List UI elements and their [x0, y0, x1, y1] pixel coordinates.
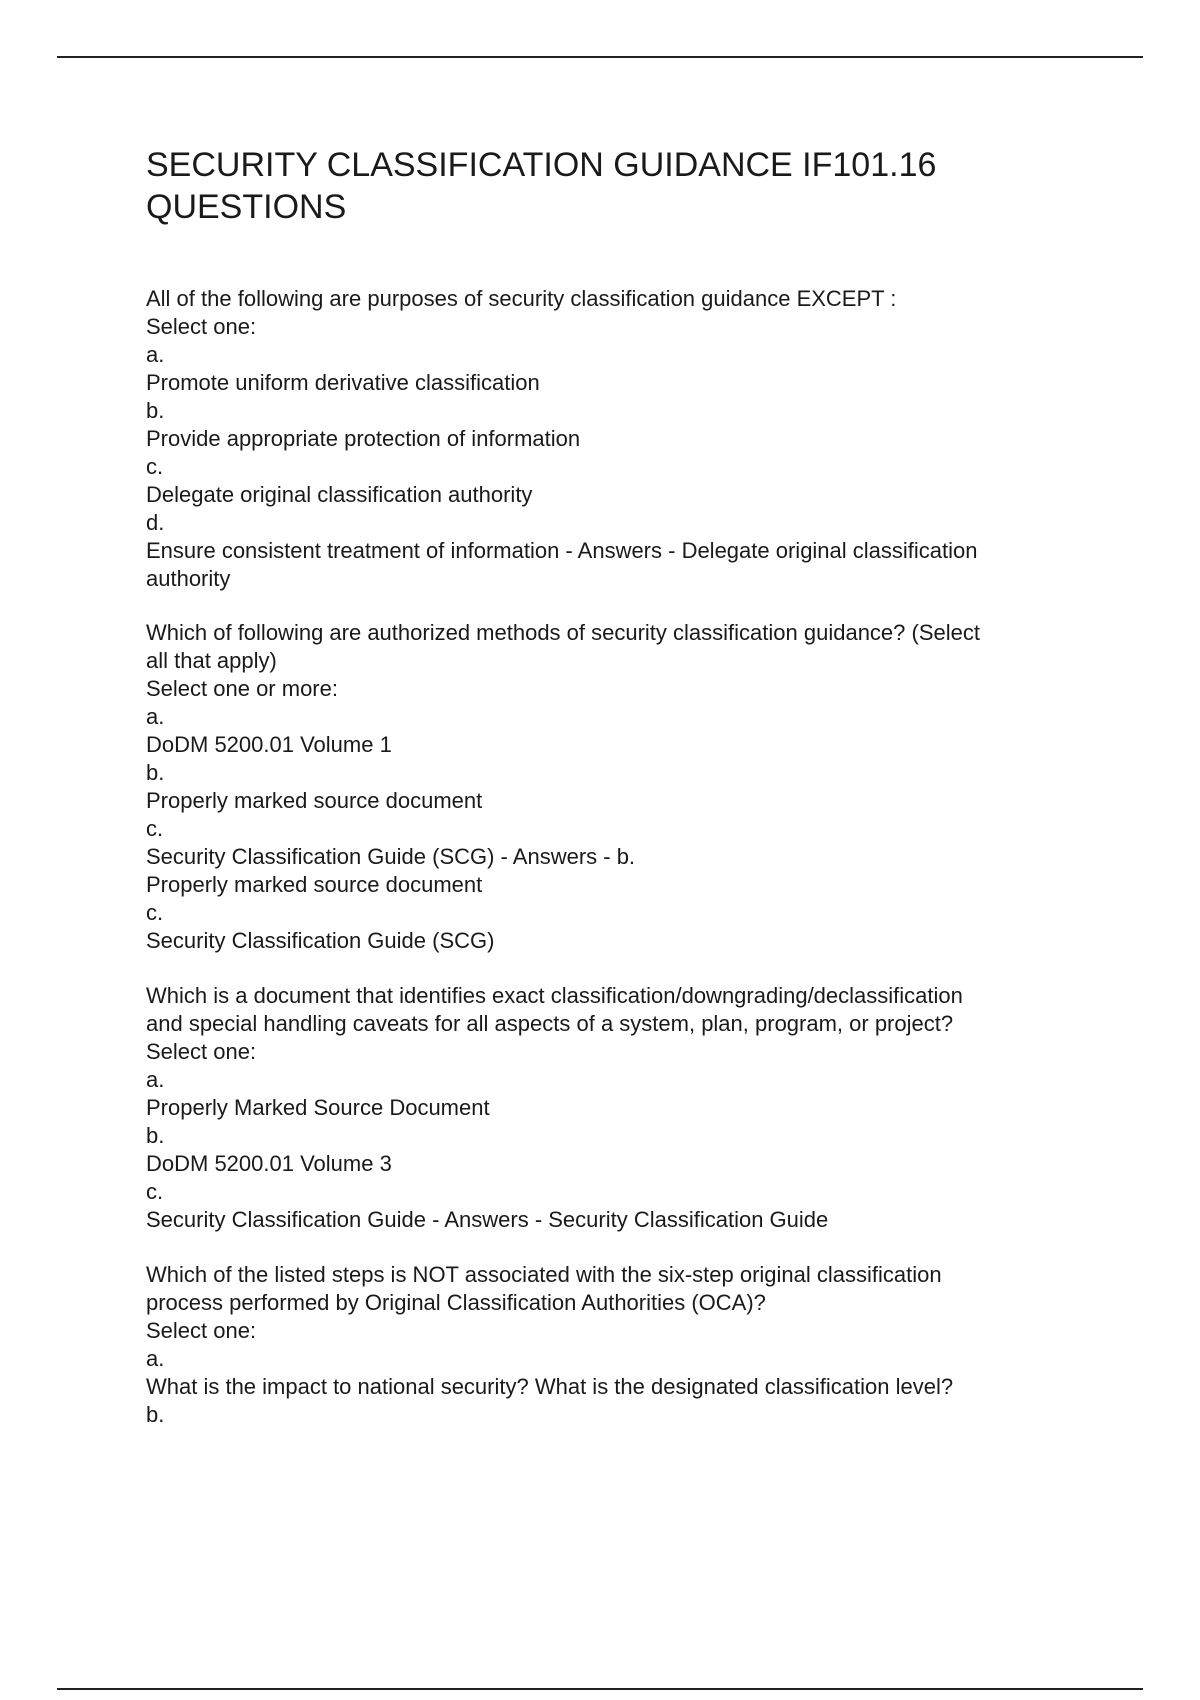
question-4-prompt: Which of the listed steps is NOT associated with the six-step original classification: [146, 1262, 942, 1287]
question-3-option-a-text: Properly Marked Source Document: [146, 1095, 490, 1120]
question-3: [146, 982, 1086, 1234]
question-1-prompt: All of the following are purposes of security classification guidance EXCEPT :: [146, 286, 897, 311]
document-title-line-2: QUESTIONS: [146, 188, 347, 226]
question-3-option-b-letter: b.: [146, 1123, 165, 1148]
question-2-prompt: Which of following are authorized methods of security classification guidance? (Select: [146, 620, 980, 645]
question-2-option-a-text: DoDM 5200.01 Volume 1: [146, 732, 392, 757]
document-title: [146, 144, 1086, 228]
question-1-option-c-letter: c.: [146, 454, 164, 479]
question-1-option-b-text: Provide appropriate protection of information: [146, 426, 581, 451]
question-4-option-b-letter: b.: [146, 1402, 165, 1427]
question-4-option-a-letter: a.: [146, 1346, 165, 1371]
question-2-option-a-letter: a.: [146, 704, 165, 729]
question-3-instruction: Select one:: [146, 1039, 257, 1064]
question-2: [146, 619, 1086, 955]
question-2-option-c-answer: Security Classification Guide (SCG) - Answers - b.: [146, 844, 636, 869]
question-1-option-d-letter: d.: [146, 510, 165, 535]
question-4: [146, 1261, 1086, 1429]
question-1-instruction: Select one:: [146, 314, 257, 339]
question-1-option-c-text: Delegate original classification authority: [146, 482, 533, 507]
question-3-option-a-letter: a.: [146, 1067, 165, 1092]
document-title-line-1: SECURITY CLASSIFICATION GUIDANCE IF101.16: [146, 146, 937, 184]
question-2-option-b-letter: b.: [146, 760, 165, 785]
question-1-option-b-letter: b.: [146, 398, 165, 423]
question-2-option-b-text: Properly marked source document: [146, 788, 483, 813]
question-1-option-a-letter: a.: [146, 342, 165, 367]
question-2-answer-c-text: Security Classification Guide (SCG): [146, 928, 495, 953]
question-4-option-a-text: What is the impact to national security? What is the designated classification level?: [146, 1374, 954, 1399]
question-1-answer-continued: authority: [146, 566, 231, 591]
question-2-answer-c-letter: c.: [146, 900, 164, 925]
question-3-option-c-letter: c.: [146, 1179, 164, 1204]
question-3-option-c-answer: Security Classification Guide - Answers - Security Classification Guide: [146, 1207, 829, 1232]
question-4-prompt-continued: process performed by Original Classification Authorities (OCA)?: [146, 1290, 766, 1315]
footer-divider: [57, 1688, 1143, 1690]
question-3-prompt: Which is a document that identifies exact classification/downgrading/declassification: [146, 983, 963, 1008]
question-1: [146, 285, 1086, 593]
question-4-instruction: Select one:: [146, 1318, 257, 1343]
question-1-option-a-text: Promote uniform derivative classification: [146, 370, 540, 395]
question-2-prompt-continued: all that apply): [146, 648, 277, 673]
question-1-option-d-answer: Ensure consistent treatment of information - Answers - Delegate original classification: [146, 538, 978, 563]
question-2-instruction: Select one or more:: [146, 676, 338, 701]
header-divider: [57, 56, 1143, 58]
question-3-prompt-continued: and special handling caveats for all aspects of a system, plan, program, or project?: [146, 1011, 954, 1036]
question-3-option-b-text: DoDM 5200.01 Volume 3: [146, 1151, 392, 1176]
question-2-option-c-letter: c.: [146, 816, 164, 841]
question-2-answer-b-text: Properly marked source document: [146, 872, 483, 897]
